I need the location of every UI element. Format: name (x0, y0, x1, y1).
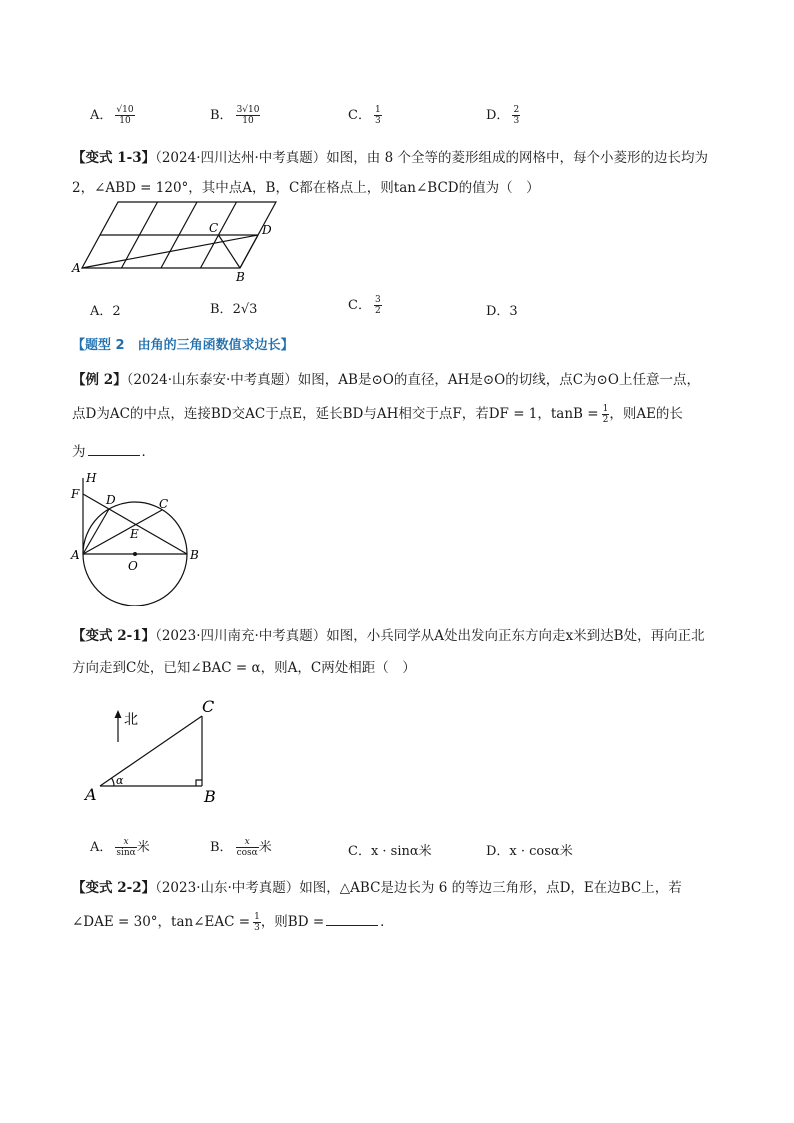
figure-label-d: D (262, 223, 272, 237)
section-heading: 【题型 2 由角的三角函数值求边长】 (72, 338, 294, 353)
figure-label-c: C (202, 697, 215, 716)
circle-figure (66, 466, 216, 606)
q1-3-option-b: B． $\frac{3√10}{10}$ (210, 105, 260, 126)
example-2-tag: 【例 2】 (72, 372, 127, 388)
figure-label-o: O (128, 559, 138, 573)
q1-3-option-c: C． $\frac{1}{3}$ (348, 105, 381, 126)
figure-label-c: C (159, 497, 169, 511)
variant-1-3-option-c: C． $\frac{3}{2}$ (348, 295, 381, 316)
variant-2-2-line1: 【变式 2-2】（2023·山东·中考真题）如图，△ABC是边长为 6 的等边三角形，点D，E在边BC上，若 (72, 880, 682, 896)
figure-label-b: B (236, 270, 245, 284)
variant-2-1-tag: 【变式 2-1】 (72, 628, 156, 644)
variant-1-3-line1: 【变式 1-3】（2024·四川达州·中考真题）如图，由 8 个全等的菱形组成的网格中，每个小菱形的边长均为 (72, 150, 708, 166)
variant-2-2-tag: 【变式 2-2】 (72, 880, 156, 896)
variant-2-2-line2: ∠DAE = 30°，tan∠EAC = $\frac{1}{3}$ ，则BD = ． (72, 912, 394, 933)
variant-1-3-option-b: B．2√3 (210, 302, 258, 317)
figure-label-b: B (190, 548, 199, 562)
rhombus-grid-figure (66, 194, 286, 286)
figure-label-alpha: α (116, 774, 124, 787)
figure-label-a: A (85, 785, 97, 804)
right-triangle-figure (80, 694, 230, 814)
variant-1-3-tag: 【变式 1-3】 (72, 150, 156, 166)
variant-2-1-option-c: C．x · sinα米 (348, 844, 432, 859)
example-2-line1: 【例 2】（2024·山东泰安·中考真题）如图，AB是⊙O的直径，AH是⊙O的切线，点C为⊙O上任意一点， (72, 372, 700, 388)
figure-label-f: F (71, 487, 80, 501)
variant-1-3-option-a: A．2 (90, 304, 121, 319)
variant-2-1-line1: 【变式 2-1】（2023·四川南充·中考真题）如图，小兵同学从A处出发向正东方向走x米到达B处，再向正北 (72, 628, 705, 644)
answer-blank[interactable] (88, 443, 140, 456)
q1-3-option-a: A． $\frac{√10}{10}$ (90, 105, 134, 126)
figure-label-b: B (204, 787, 216, 806)
figure-label-a: A (72, 261, 81, 275)
variant-1-3-option-d: D．3 (486, 304, 518, 319)
variant-2-1-line2: 方向走到C处，已知∠BAC = α，则A，C两处相距（ ） (72, 660, 416, 676)
answer-blank[interactable] (326, 913, 378, 926)
example-2-line2: 点D为AC的中点，连接BD交AC于点E，延长BD与AH相交于点F，若DF = 1，tanB = $\frac{1}{2}$ ，则AE的长 (72, 404, 683, 425)
figure-label-a: A (71, 548, 80, 562)
variant-2-1-option-d: D．x · cosα米 (486, 844, 573, 859)
north-label: 北 (124, 712, 138, 728)
q1-3-option-d: D． $\frac{2}{3}$ (486, 105, 520, 126)
variant-2-1-option-a: A． $\frac{x}{\sin\alpha}$ 米 (90, 837, 150, 858)
variant-1-3-line2: 2，∠ABD = 120°，其中点A，B，C都在格点上，则tan∠BCD的值为（ ） (72, 180, 540, 196)
figure-label-h: H (86, 471, 97, 485)
figure-label-c: C (209, 221, 219, 235)
example-2-line3: 为 ． (72, 444, 155, 460)
figure-label-d: D (106, 493, 116, 507)
variant-2-1-option-b: B． $\frac{x}{\cos\alpha}$ 米 (210, 837, 272, 858)
figure-label-e: E (130, 527, 139, 541)
